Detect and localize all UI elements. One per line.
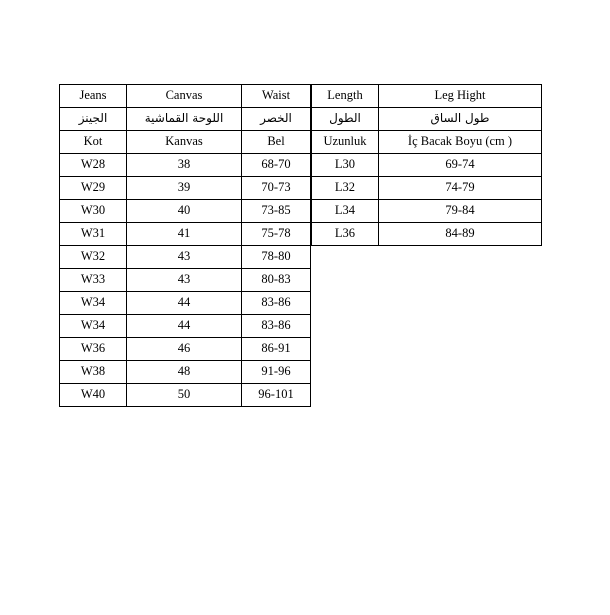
cell-waist-size: 75-78 — [242, 223, 311, 246]
header-cell-length: Length — [312, 85, 379, 108]
cell-length-size: L30 — [312, 154, 379, 177]
cell-jeans-size: W30 — [60, 200, 127, 223]
cell-leg-height: 79-84 — [379, 200, 542, 223]
cell-jeans-size: W28 — [60, 154, 127, 177]
cell-canvas-size: 46 — [127, 338, 242, 361]
table-header-row-arabic — [312, 108, 542, 131]
cell-leg-height: 74-79 — [379, 177, 542, 200]
cell-canvas-size: 40 — [127, 200, 242, 223]
length-leg-height-table — [311, 84, 542, 246]
table-row — [312, 200, 542, 223]
cell-waist-size: 68-70 — [242, 154, 311, 177]
jeans-waist-table — [59, 84, 311, 407]
cell-waist-size: 96-101 — [242, 384, 311, 407]
table-header-row-arabic — [60, 108, 311, 131]
header-cell-leg-hight: Leg Hight — [379, 85, 542, 108]
cell-canvas-size: 43 — [127, 269, 242, 292]
cell-waist-size: 80-83 — [242, 269, 311, 292]
header-cell-canvas-turkish: Kanvas — [127, 131, 242, 154]
table-row — [60, 315, 311, 338]
cell-jeans-size: W32 — [60, 246, 127, 269]
header-cell-jeans-arabic: الجينز — [60, 108, 127, 131]
cell-canvas-size: 41 — [127, 223, 242, 246]
table-row — [60, 154, 311, 177]
table-row — [312, 177, 542, 200]
header-cell-leg-hight-turkish: İç Bacak Boyu (cm ) — [379, 131, 542, 154]
cell-jeans-size: W40 — [60, 384, 127, 407]
header-cell-jeans-turkish: Kot — [60, 131, 127, 154]
cell-canvas-size: 43 — [127, 246, 242, 269]
table-row — [60, 246, 311, 269]
cell-jeans-size: W34 — [60, 315, 127, 338]
cell-waist-size: 73-85 — [242, 200, 311, 223]
header-cell-canvas-arabic: اللوحة القماشية — [127, 108, 242, 131]
header-cell-jeans: Jeans — [60, 85, 127, 108]
cell-waist-size: 91-96 — [242, 361, 311, 384]
table-row — [60, 361, 311, 384]
header-cell-waist: Waist — [242, 85, 311, 108]
cell-canvas-size: 50 — [127, 384, 242, 407]
header-cell-length-turkish: Uzunluk — [312, 131, 379, 154]
header-cell-leg-hight-arabic: طول الساق — [379, 108, 542, 131]
cell-length-size: L32 — [312, 177, 379, 200]
table-row — [60, 177, 311, 200]
cell-waist-size: 83-86 — [242, 315, 311, 338]
table-row — [60, 292, 311, 315]
cell-leg-height: 84-89 — [379, 223, 542, 246]
cell-waist-size: 78-80 — [242, 246, 311, 269]
cell-canvas-size: 48 — [127, 361, 242, 384]
cell-jeans-size: W36 — [60, 338, 127, 361]
table-header-row-english — [312, 85, 542, 108]
cell-leg-height: 69-74 — [379, 154, 542, 177]
table-row — [312, 223, 542, 246]
table-header-row-turkish — [312, 131, 542, 154]
cell-jeans-size: W38 — [60, 361, 127, 384]
cell-canvas-size: 44 — [127, 292, 242, 315]
table-row — [60, 338, 311, 361]
cell-jeans-size: W33 — [60, 269, 127, 292]
header-cell-waist-arabic: الخصر — [242, 108, 311, 131]
cell-canvas-size: 38 — [127, 154, 242, 177]
length-leg-height-table-body — [312, 85, 542, 246]
table-row — [60, 200, 311, 223]
cell-jeans-size: W34 — [60, 292, 127, 315]
cell-length-size: L34 — [312, 200, 379, 223]
table-row — [60, 223, 311, 246]
cell-canvas-size: 44 — [127, 315, 242, 338]
header-cell-canvas: Canvas — [127, 85, 242, 108]
cell-waist-size: 83-86 — [242, 292, 311, 315]
table-row — [60, 269, 311, 292]
cell-jeans-size: W29 — [60, 177, 127, 200]
table-header-row-turkish — [60, 131, 311, 154]
table-header-row-english — [60, 85, 311, 108]
table-row — [312, 154, 542, 177]
header-cell-length-arabic: الطول — [312, 108, 379, 131]
jeans-waist-table-body — [60, 85, 311, 407]
cell-waist-size: 70-73 — [242, 177, 311, 200]
table-row — [60, 384, 311, 407]
header-cell-waist-turkish: Bel — [242, 131, 311, 154]
cell-waist-size: 86-91 — [242, 338, 311, 361]
cell-jeans-size: W31 — [60, 223, 127, 246]
cell-canvas-size: 39 — [127, 177, 242, 200]
size-chart-container — [59, 84, 542, 407]
cell-length-size: L36 — [312, 223, 379, 246]
